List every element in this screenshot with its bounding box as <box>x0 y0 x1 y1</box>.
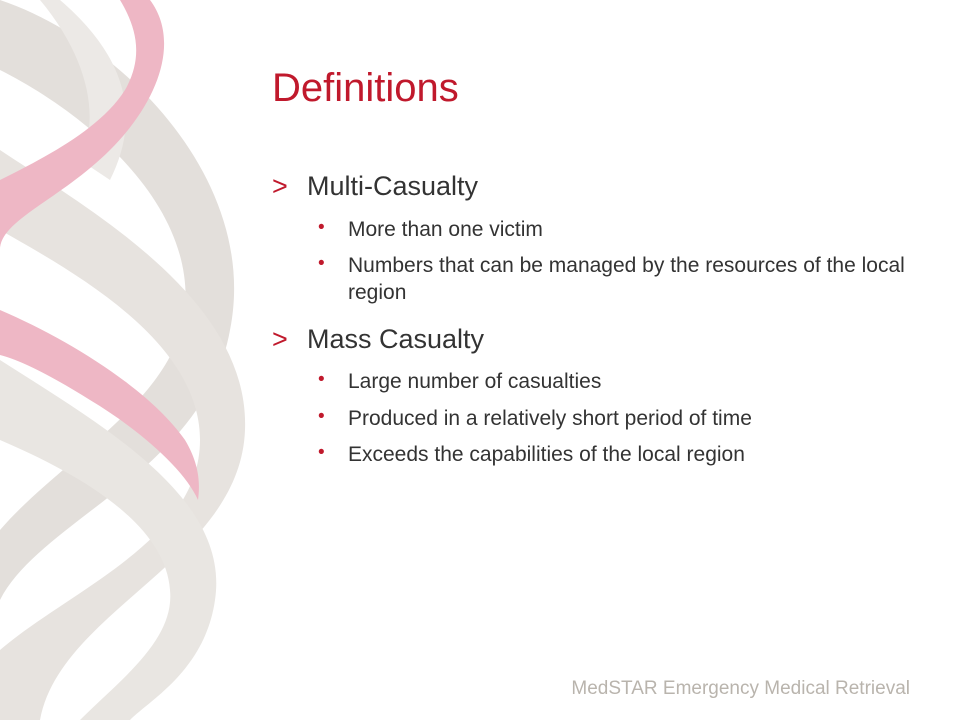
slide-body <box>272 170 912 484</box>
bullet-item <box>272 405 912 432</box>
bullet-text: Produced in a relatively short period of time <box>348 406 752 430</box>
section-heading-row <box>272 323 912 357</box>
bullet-text: Numbers that can be managed by the resources of the local region <box>348 254 905 305</box>
bullet-item <box>272 252 912 307</box>
bullet-list <box>272 368 912 468</box>
bullet-item <box>272 441 912 468</box>
section-heading-row <box>272 170 912 204</box>
bullet-dot-icon: • <box>318 441 325 463</box>
bullet-dot-icon: • <box>318 216 325 238</box>
slide-title: Definitions <box>272 66 459 110</box>
section-heading: Mass Casualty <box>307 323 485 354</box>
chevron-marker-icon: > <box>272 171 288 201</box>
section-heading: Multi-Casualty <box>307 171 479 201</box>
definition-list <box>272 170 912 468</box>
definition-mass-casualty <box>272 323 912 469</box>
bullet-dot-icon: • <box>318 253 325 275</box>
bullet-text: More than one victim <box>348 217 543 241</box>
bullet-dot-icon: • <box>318 405 325 427</box>
decorative-ribbon-graphic <box>0 0 260 720</box>
bullet-text: Exceeds the capabilities of the local region <box>348 442 745 466</box>
bullet-list <box>272 216 912 307</box>
chevron-marker-icon: > <box>272 323 288 354</box>
bullet-dot-icon: • <box>318 369 325 391</box>
bullet-text: Large number of casualties <box>348 370 602 394</box>
bullet-item <box>272 368 912 395</box>
bullet-item <box>272 216 912 243</box>
footer-organization-name: MedSTAR Emergency Medical Retrieval <box>571 678 910 699</box>
definition-multi-casualty <box>272 170 912 307</box>
